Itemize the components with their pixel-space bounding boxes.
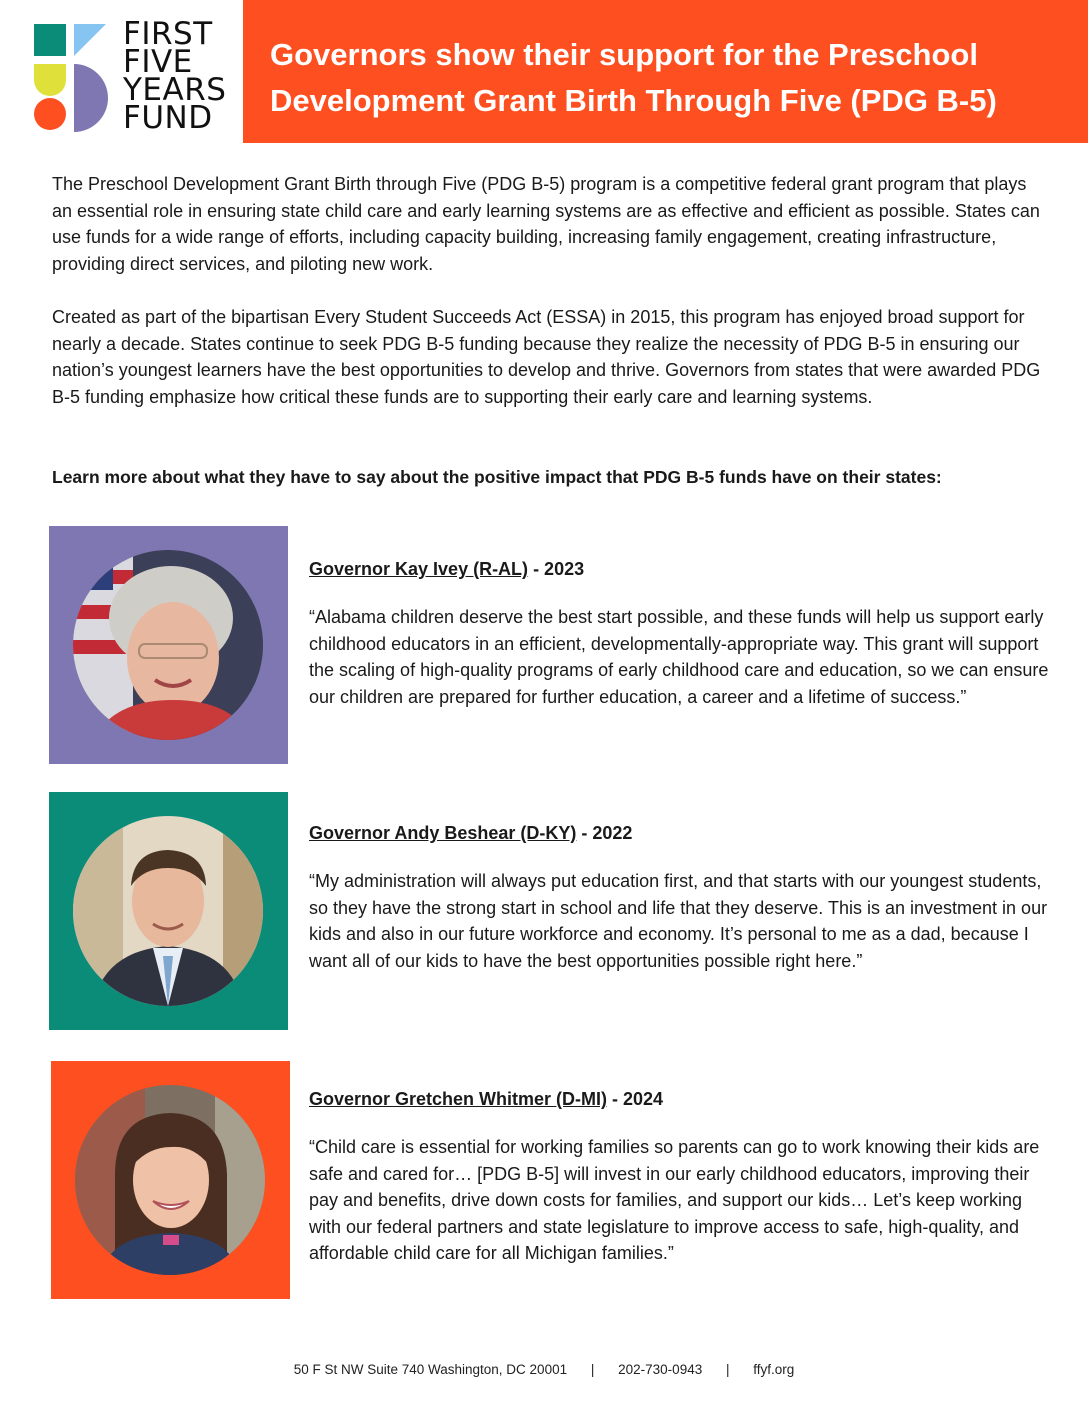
governor-heading-1 — [309, 556, 1054, 582]
governor-name-link-2[interactable]: Governor Andy Beshear (D-KY) — [309, 823, 577, 843]
title-banner — [243, 0, 1088, 143]
governor-quote-1: “Alabama children deserve the best start possible, and these funds will help us support early childhood educators in an efficient, developmentally-appropriate way. This grant will support the scaling of high-quality programs of early childhood care and education, so we can ensure our children are prepared for further education, a career and a lifetime of success.” — [309, 607, 1049, 707]
governor-photo-frame-1 — [49, 526, 288, 764]
footer-separator-1: | — [590, 1362, 595, 1377]
footer-address: 50 F St NW Suite 740 Washington, DC 20001 — [293, 1362, 568, 1377]
governor-entry-3 — [309, 1086, 1054, 1267]
footer-separator-2: | — [725, 1362, 730, 1377]
logo — [0, 0, 243, 143]
governor-photo-frame-3 — [51, 1061, 290, 1299]
logo-mark-icon — [32, 22, 110, 132]
logo-line-2: FIVE — [123, 44, 193, 80]
governor-quote-2: “My administration will always put education first, and that starts with our youngest students, so they have the strong start in school and life that they deserve. This is an investment in our kids and also in our future workforce and economy. It’s personal to me as a dad, because I want all of our kids to have the best opportunities possible right here.” — [309, 871, 1048, 971]
logo-wordmark — [123, 16, 227, 136]
governor-entry-1 — [309, 556, 1054, 710]
governor-name-link-3[interactable]: Governor Gretchen Whitmer (D-MI) — [309, 1089, 608, 1109]
governor-photo-2 — [73, 816, 263, 1006]
governor-photo-frame-2 — [49, 792, 288, 1030]
intro-paragraph-2: Created as part of the bipartisan Every Student Succeeds Act (ESSA) in 2015, this program has enjoyed broad support for nearly a decade. States continue to seek PDG B-5 funding because they realize the necessity of PDG B-5 in ensuring our nation’s youngest learners have the best opportunities to develop and thrive. Governors from states that were awarded PDG B-5 funding emphasize how critical these funds are to supporting their early care and learning systems. — [52, 307, 1041, 408]
governor-photo-1 — [73, 550, 263, 740]
governor-name-link-1[interactable]: Governor Kay Ivey (R-AL) — [309, 559, 529, 579]
footer-phone: 202-730-0943 — [618, 1362, 703, 1377]
governor-quote-3: “Child care is essential for working families so parents can go to work knowing their kids are safe and cared for… [PDG B-5] will invest in our early childhood educators, improving their pay and benefits, drive down costs for families, and support our kids… Let’s keep working with our federal partners and state legislature to improve access to safe, high-quality, and affordable child care for all Michigan families.” — [309, 1137, 1040, 1264]
governor-photo-3 — [75, 1085, 265, 1275]
governor-year-2: - 2022 — [576, 823, 633, 843]
footer-website-link[interactable]: ffyf.org — [753, 1362, 795, 1377]
page-title: Governors show their support for the Preschool Development Grant Birth Through Five (PDG B-5) — [270, 37, 997, 118]
governor-year-3: - 2024 — [607, 1089, 664, 1109]
lead-text: Learn more about what they have to say about the positive impact that PDG B-5 funds have on their states: — [52, 467, 942, 487]
intro-paragraph-1: The Preschool Development Grant Birth through Five (PDG B-5) program is a competitive federal grant program that plays an essential role in ensuring state child care and early learning systems are as effective and efficient as possible. States can use funds for a wide range of efforts, including capacity building, increasing family engagement, creating infrastructure, providing direct services, and piloting new work. — [52, 174, 1040, 275]
governor-heading-2 — [309, 820, 1054, 846]
governor-entry-2 — [309, 820, 1054, 974]
footer — [0, 1362, 1088, 1377]
governor-year-1: - 2023 — [528, 559, 585, 579]
logo-line-1: FIRST — [123, 16, 213, 52]
governor-heading-3 — [309, 1086, 1054, 1112]
logo-line-3: YEARS — [123, 72, 227, 108]
logo-line-4: FUND — [123, 100, 213, 136]
